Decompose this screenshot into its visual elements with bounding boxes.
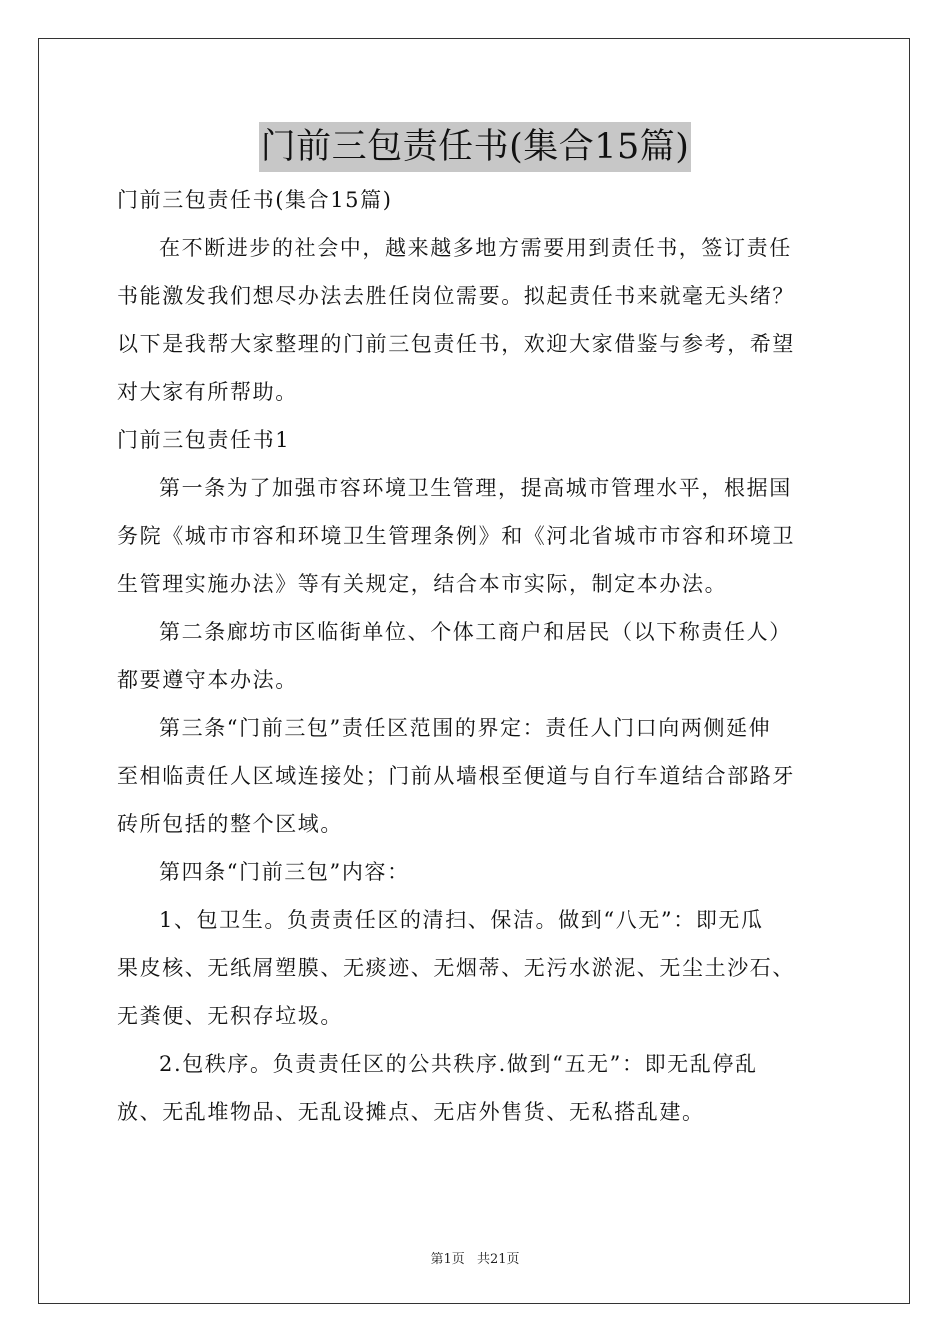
text-line: 第一条为了加强市容环境卫生管理，提高城市管理水平，根据国 <box>159 476 792 500</box>
text-line: 第四条“门前三包”内容： <box>159 860 410 884</box>
text-line: 砖所包括的整个区域。 <box>117 812 343 836</box>
page-number: 第1页 <box>430 1252 465 1267</box>
page-total: 共21页 <box>476 1252 520 1267</box>
text-line: 务院《城市市容和环境卫生管理条例》和《河北省城市市容和环境卫 <box>117 524 795 548</box>
article-1 <box>117 464 835 608</box>
document-body <box>117 176 835 1136</box>
text-line: 都要遵守本办法。 <box>117 668 298 692</box>
text-line: 2.包秩序。负责责任区的公共秩序.做到“五无”：即无乱停乱 <box>159 1052 758 1076</box>
text-line: 对大家有所帮助。 <box>117 380 298 404</box>
text-line: 生管理实施办法》等有关规定，结合本市实际，制定本办法。 <box>117 572 728 596</box>
text-line: 书能激发我们想尽办法去胜任岗位需要。拟起责任书来就毫无头绪？ <box>117 284 795 308</box>
page-footer <box>0 1248 950 1267</box>
text-line: 放、无乱堆物品、无乱设摊点、无店外售货、无私搭乱建。 <box>117 1100 705 1124</box>
text-line: 以下是我帮大家整理的门前三包责任书，欢迎大家借鉴与参考，希望 <box>117 332 795 356</box>
document-title: 门前三包责任书(集合15篇) <box>259 122 692 172</box>
article-4 <box>117 848 835 896</box>
document-subtitle: 门前三包责任书(集合15篇) <box>117 188 393 212</box>
article-2 <box>117 608 835 704</box>
text-line: 第二条廊坊市区临街单位、个体工商户和居民（以下称责任人） <box>159 620 792 644</box>
item-2 <box>117 1040 835 1136</box>
text-line: 在不断进步的社会中，越来越多地方需要用到责任书，签订责任 <box>159 236 792 260</box>
title-container <box>0 122 950 172</box>
text-line: 第三条“门前三包”责任区范围的界定：责任人门口向两侧延伸 <box>159 716 772 740</box>
article-3 <box>117 704 835 848</box>
section-heading: 门前三包责任书1 <box>117 428 291 452</box>
text-line: 至相临责任人区域连接处；门前从墙根至便道与自行车道结合部路牙 <box>117 764 795 788</box>
intro-paragraph <box>117 224 835 416</box>
text-line: 果皮核、无纸屑塑膜、无痰迹、无烟蒂、无污水淤泥、无尘土沙石、 <box>117 956 795 980</box>
item-1 <box>117 896 835 1040</box>
text-line: 1、包卫生。负责责任区的清扫、保洁。做到“八无”：即无瓜 <box>159 908 764 932</box>
text-line: 无粪便、无积存垃圾。 <box>117 1004 343 1028</box>
